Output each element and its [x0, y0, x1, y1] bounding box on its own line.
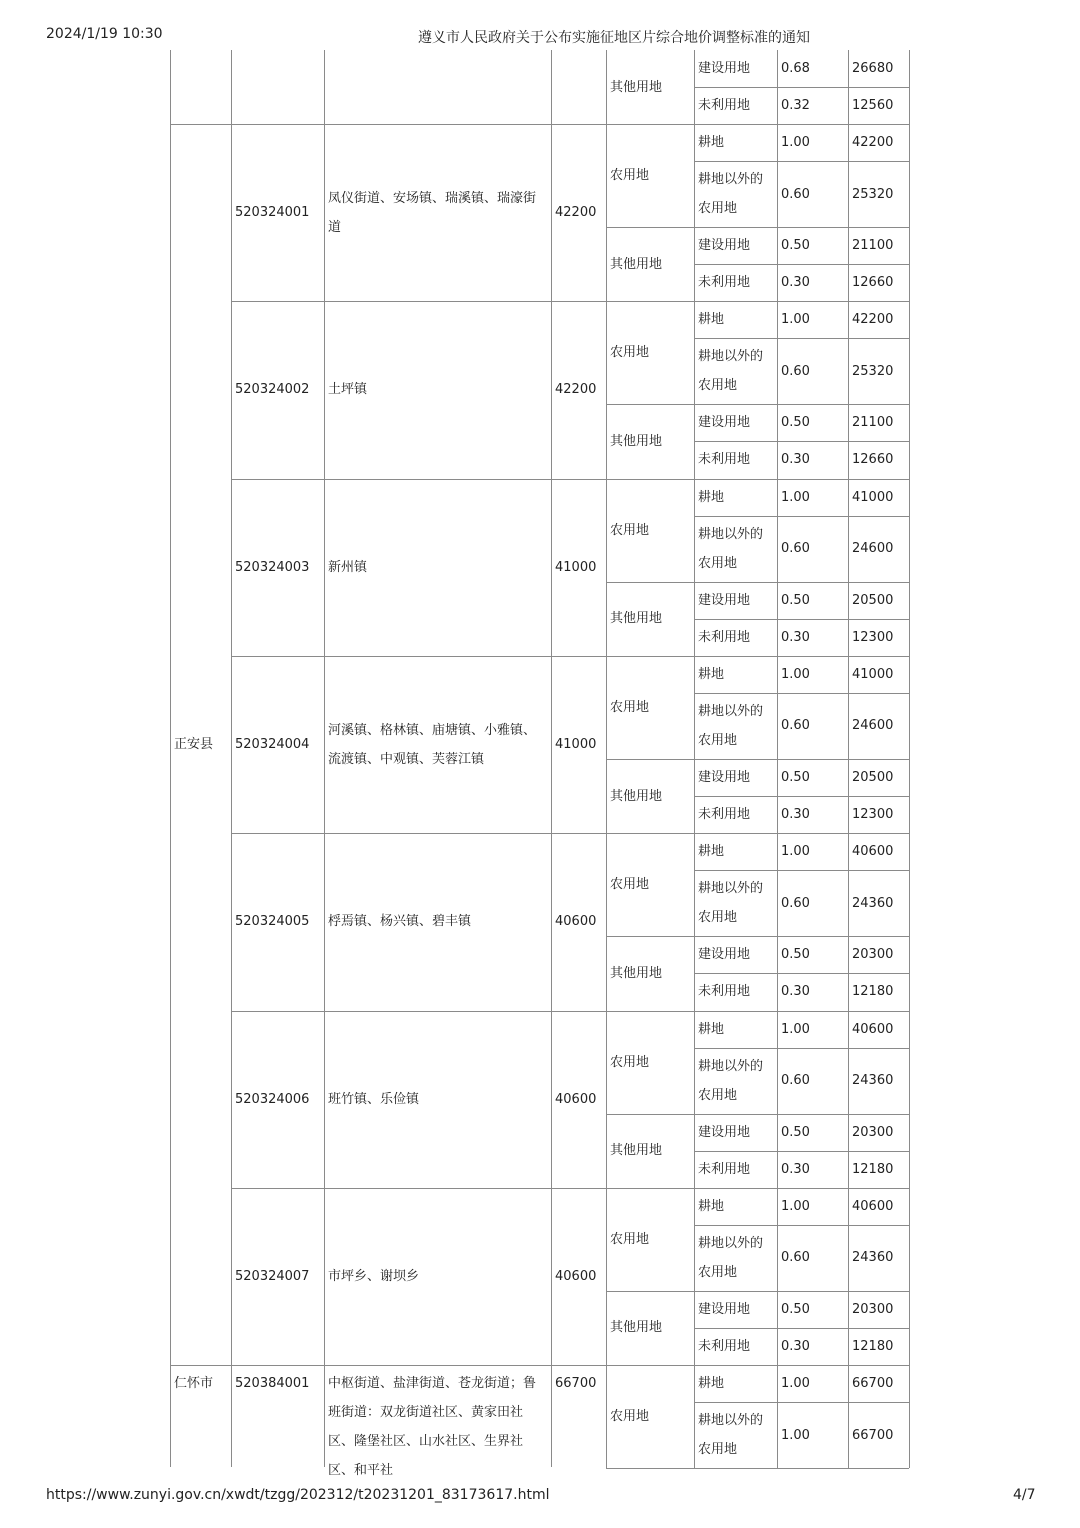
price-value: 41000 [852, 489, 894, 505]
area-towns: 中枢街道、盐津街道、苍龙街道；鲁班街道：双龙街道社区、黄家田社区、隆堡社区、山水社区、生界社区、和平社 [328, 1376, 537, 1479]
coefficient-value: 0.32 [781, 98, 810, 113]
land-type-other: 其他用地 [610, 433, 663, 449]
county-name: 正安县 [174, 737, 214, 753]
table-border [606, 404, 909, 405]
land-type-farm: 农用地 [610, 522, 650, 538]
coefficient-value: 1.00 [781, 1198, 810, 1214]
area-code: 520324001 [235, 205, 310, 221]
table-border [606, 1114, 909, 1115]
price-value: 20300 [852, 1124, 894, 1140]
price-value: 40600 [852, 1198, 894, 1214]
price-value: 12300 [852, 807, 894, 823]
coefficient-value: 1.00 [781, 666, 810, 682]
land-subtype-cultivated: 耕地 [698, 135, 725, 150]
coefficient-value: 0.60 [781, 186, 810, 202]
land-subtype-non-cultivated: 耕地以外的农用地 [698, 703, 764, 748]
coefficient-value: 0.50 [781, 592, 810, 608]
land-type-other: 其他用地 [610, 788, 663, 804]
table-border [777, 50, 778, 1468]
coefficient-value: 0.50 [781, 1124, 810, 1140]
table-border [606, 582, 909, 583]
land-type-other: 其他用地 [610, 611, 663, 627]
coefficient-value: 1.00 [781, 489, 810, 505]
table-border [694, 693, 909, 694]
coefficient-value: 0.30 [781, 275, 810, 291]
land-subtype-unused: 未利用地 [698, 807, 751, 823]
page-url[interactable]: https://www.zunyi.gov.cn/xwdt/tzgg/202312/t20231201_83173617.html [46, 1487, 550, 1503]
land-subtype-unused: 未利用地 [698, 1161, 751, 1177]
coefficient-value: 0.50 [781, 1301, 810, 1317]
price-value: 12660 [852, 452, 894, 468]
coefficient-value: 0.50 [781, 238, 810, 253]
area-towns: 市坪乡、谢坝乡 [328, 1268, 420, 1284]
land-subtype-cultivated: 耕地 [698, 489, 725, 505]
coefficient-value: 0.60 [781, 1073, 810, 1088]
base-price: 42200 [555, 382, 597, 398]
table-border [694, 1328, 909, 1329]
coefficient-value: 1.00 [781, 135, 810, 150]
coefficient-value: 1.00 [781, 1376, 810, 1392]
table-border [324, 50, 325, 1467]
land-type-farm: 农用地 [610, 877, 650, 893]
land-type-other: 其他用地 [610, 79, 663, 95]
coefficient-value: 0.60 [781, 541, 810, 557]
land-subtype-unused: 未利用地 [698, 452, 751, 468]
land-type-farm: 农用地 [610, 699, 650, 715]
land-type-farm: 农用地 [610, 168, 650, 183]
price-value: 40600 [852, 844, 894, 860]
area-code: 520384001 [235, 1376, 310, 1392]
price-value: 21100 [852, 415, 894, 431]
price-value: 12560 [852, 98, 894, 113]
price-value: 66700 [852, 1376, 894, 1392]
area-code: 520324006 [235, 1091, 310, 1107]
table-border [694, 870, 909, 871]
area-code: 520324004 [235, 737, 310, 753]
table-border [694, 50, 695, 1468]
coefficient-value: 0.50 [781, 947, 810, 963]
price-value: 25320 [852, 186, 894, 202]
coefficient-value: 0.60 [781, 718, 810, 734]
land-subtype-unused: 未利用地 [698, 1338, 751, 1354]
base-price: 40600 [555, 1268, 597, 1284]
table-border [694, 1048, 909, 1049]
land-type-farm: 农用地 [610, 345, 650, 361]
table-border [694, 1402, 909, 1403]
coefficient-value: 1.00 [781, 1021, 810, 1037]
table-border [909, 50, 910, 1468]
land-subtype-construction: 建设用地 [698, 769, 751, 785]
land-subtype-non-cultivated: 耕地以外的农用地 [698, 172, 764, 216]
land-subtype-construction: 建设用地 [698, 1124, 751, 1140]
coefficient-value: 0.68 [781, 61, 810, 76]
price-value: 24600 [852, 541, 894, 557]
land-subtype-construction: 建设用地 [698, 592, 751, 608]
land-subtype-cultivated: 耕地 [698, 312, 725, 328]
area-towns: 桴焉镇、杨兴镇、碧丰镇 [328, 914, 472, 930]
land-subtype-non-cultivated: 耕地以外的农用地 [698, 1058, 764, 1103]
land-subtype-non-cultivated: 耕地以外的农用地 [698, 526, 764, 571]
price-value: 12660 [852, 275, 894, 291]
base-price: 40600 [555, 1091, 597, 1107]
price-value: 20300 [852, 947, 894, 963]
coefficient-value: 0.60 [781, 363, 810, 379]
land-subtype-non-cultivated: 耕地以外的农用地 [698, 881, 764, 926]
page-title: 遵义市人民政府关于公布实施征地区片综合地价调整标准的通知 [418, 30, 810, 46]
table-border [694, 1225, 909, 1226]
area-code: 520324003 [235, 559, 310, 575]
land-subtype-unused: 未利用地 [698, 984, 751, 1000]
table-border [694, 338, 909, 339]
price-value: 42200 [852, 135, 894, 150]
land-subtype-cultivated: 耕地 [698, 1376, 725, 1392]
land-subtype-construction: 建设用地 [698, 1301, 751, 1317]
table-border [694, 161, 909, 162]
land-type-farm: 农用地 [610, 1054, 650, 1070]
price-value: 12180 [852, 1161, 894, 1177]
coefficient-value: 0.60 [781, 895, 810, 911]
land-type-farm: 农用地 [610, 1409, 650, 1425]
area-towns: 土坪镇 [328, 382, 368, 398]
land-subtype-construction: 建设用地 [698, 415, 751, 431]
table-border [606, 1468, 909, 1469]
coefficient-value: 0.60 [781, 1250, 810, 1266]
table-border [694, 1151, 909, 1152]
price-value: 24360 [852, 895, 894, 911]
price-value: 20500 [852, 769, 894, 785]
coefficient-value: 1.00 [781, 1427, 810, 1443]
table-border [606, 759, 909, 760]
land-subtype-unused: 未利用地 [698, 275, 751, 291]
price-value: 21100 [852, 238, 894, 253]
price-value: 12180 [852, 984, 894, 1000]
land-type-other: 其他用地 [610, 256, 663, 272]
table-border [606, 1291, 909, 1292]
land-subtype-cultivated: 耕地 [698, 1021, 725, 1037]
table-border [231, 50, 232, 1467]
table-border [551, 50, 552, 1467]
land-subtype-cultivated: 耕地 [698, 1198, 725, 1214]
table-border [694, 441, 909, 442]
area-towns: 凤仪街道、安场镇、瑞溪镇、瑞濠街道 [328, 190, 537, 235]
base-price: 40600 [555, 914, 597, 930]
table-border [170, 50, 171, 1467]
coefficient-value: 0.30 [781, 1338, 810, 1354]
table-border [694, 619, 909, 620]
price-value: 66700 [852, 1427, 894, 1443]
base-price: 41000 [555, 559, 597, 575]
land-subtype-unused: 未利用地 [698, 629, 751, 645]
coefficient-value: 0.30 [781, 1161, 810, 1177]
table-border [606, 936, 909, 937]
land-subtype-unused: 未利用地 [698, 98, 751, 113]
area-code: 520324002 [235, 382, 310, 398]
coefficient-value: 0.30 [781, 984, 810, 1000]
land-subtype-non-cultivated: 耕地以外的农用地 [698, 1235, 764, 1280]
coefficient-value: 0.30 [781, 807, 810, 823]
price-value: 24360 [852, 1073, 894, 1088]
price-value: 40600 [852, 1021, 894, 1037]
table-border [694, 516, 909, 517]
price-value: 25320 [852, 363, 894, 379]
land-type-other: 其他用地 [610, 1320, 663, 1336]
land-subtype-construction: 建设用地 [698, 947, 751, 963]
price-value: 24600 [852, 718, 894, 734]
area-towns: 河溪镇、格林镇、庙塘镇、小雅镇、流渡镇、中观镇、芙蓉江镇 [328, 722, 537, 767]
land-subtype-construction: 建设用地 [698, 61, 751, 76]
base-price: 41000 [555, 737, 597, 753]
coefficient-value: 0.30 [781, 629, 810, 645]
coefficient-value: 0.50 [781, 769, 810, 785]
land-subtype-non-cultivated: 耕地以外的农用地 [698, 1413, 764, 1458]
price-value: 42200 [852, 312, 894, 328]
price-value: 20500 [852, 592, 894, 608]
land-subtype-construction: 建设用地 [698, 238, 751, 253]
coefficient-value: 0.50 [781, 415, 810, 431]
area-code: 520324007 [235, 1268, 310, 1284]
land-subtype-cultivated: 耕地 [698, 666, 725, 682]
price-value: 41000 [852, 666, 894, 682]
price-value: 24360 [852, 1250, 894, 1266]
page-number: 4/7 [1013, 1487, 1036, 1503]
area-towns: 新州镇 [328, 559, 368, 575]
price-value: 12180 [852, 1338, 894, 1354]
table-border [606, 227, 909, 228]
land-subtype-non-cultivated: 耕地以外的农用地 [698, 349, 764, 394]
coefficient-value: 1.00 [781, 844, 810, 860]
land-type-other: 其他用地 [610, 965, 663, 981]
base-price: 42200 [555, 205, 597, 221]
table-border [694, 87, 909, 88]
land-type-other: 其他用地 [610, 1143, 663, 1159]
base-price: 66700 [555, 1376, 597, 1392]
land-subtype-cultivated: 耕地 [698, 844, 725, 860]
table-border [694, 973, 909, 974]
table-border [694, 796, 909, 797]
county-name: 仁怀市 [174, 1376, 214, 1392]
table-border [848, 50, 849, 1468]
area-towns: 班竹镇、乐俭镇 [328, 1091, 420, 1107]
price-value: 26680 [852, 61, 894, 76]
table-border [606, 50, 607, 1468]
area-code: 520324005 [235, 914, 310, 930]
table-border [694, 264, 909, 265]
price-value: 12300 [852, 629, 894, 645]
print-datetime: 2024/1/19 10:30 [46, 26, 163, 42]
price-value: 20300 [852, 1301, 894, 1317]
land-type-farm: 农用地 [610, 1231, 650, 1247]
coefficient-value: 1.00 [781, 312, 810, 328]
coefficient-value: 0.30 [781, 452, 810, 468]
